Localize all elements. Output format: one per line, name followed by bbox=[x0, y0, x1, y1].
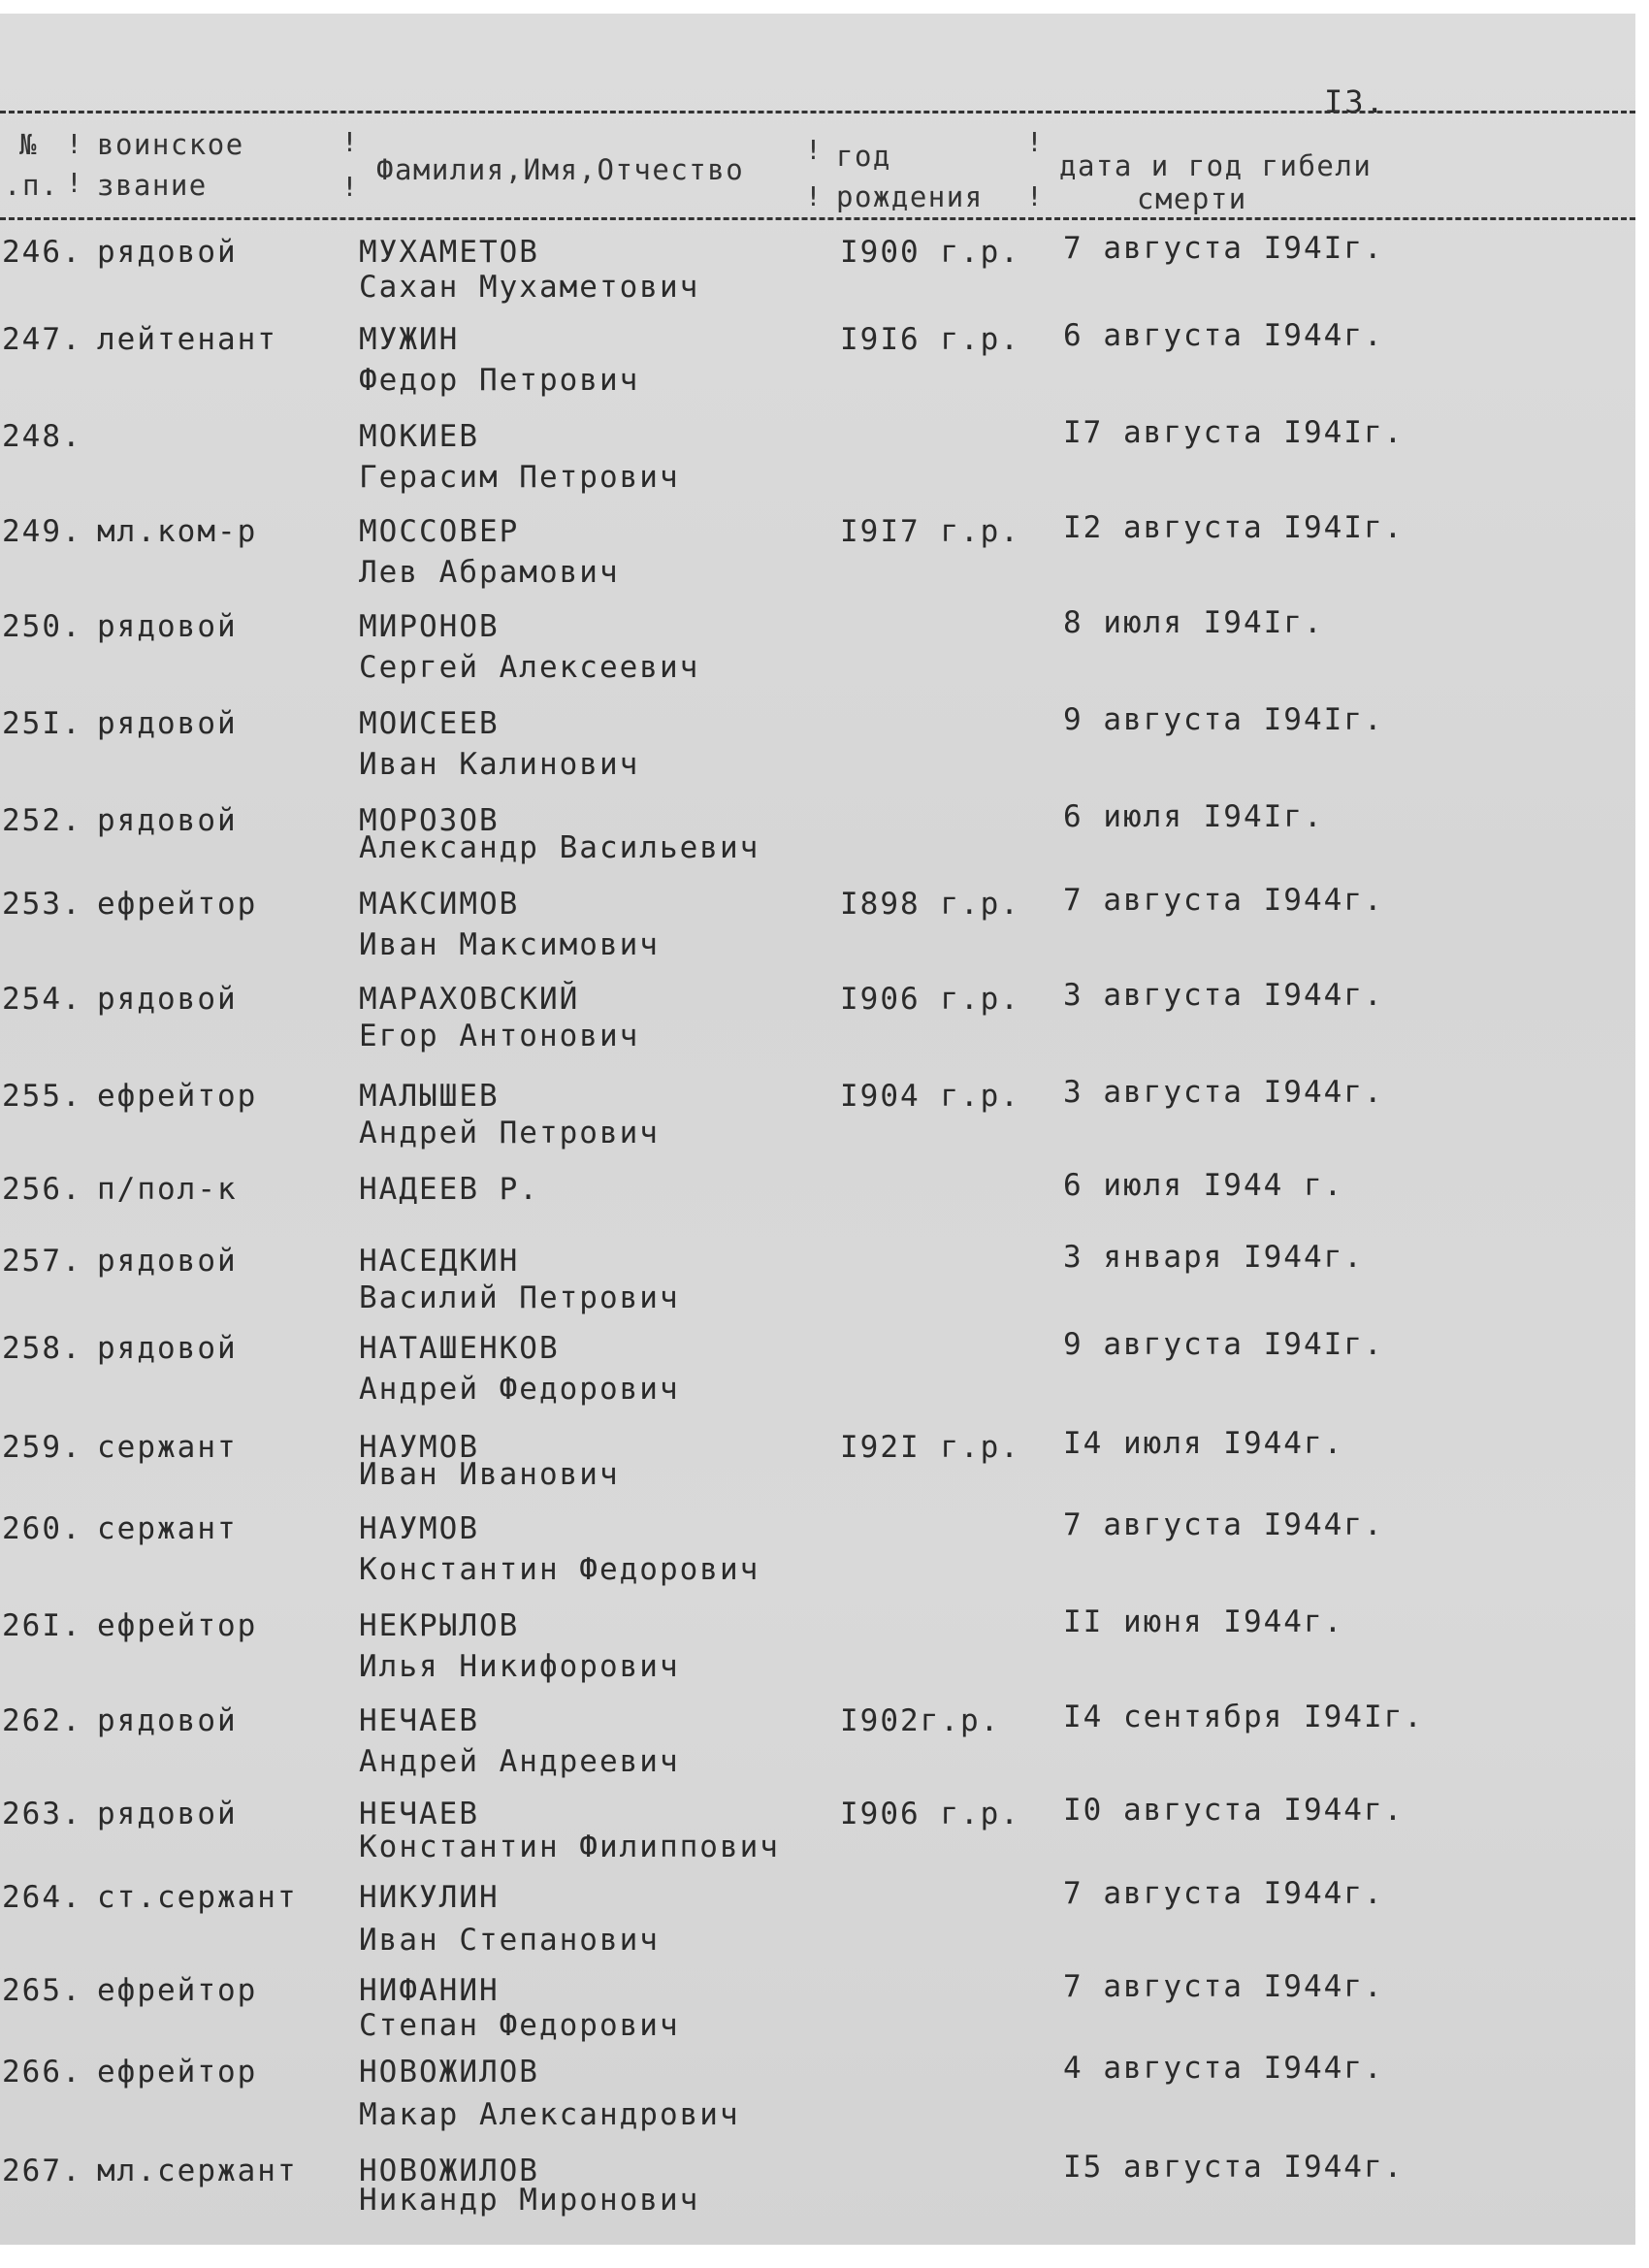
record-death-date: II июня I944г. bbox=[1063, 1604, 1344, 1639]
header-date-2: смерти bbox=[1137, 182, 1247, 215]
record-given-names: Сергей Алексеевич bbox=[359, 650, 700, 685]
record-birth-year: I906 г.р. bbox=[840, 982, 1020, 1017]
record-rank: рядовой bbox=[97, 1797, 238, 1831]
record-surname: МОИСЕЕВ bbox=[359, 706, 500, 741]
record-death-date: 9 августа I94Iг. bbox=[1063, 1327, 1384, 1362]
record-surname: НЕКРЫЛОВ bbox=[359, 1608, 520, 1643]
record-given-names: Андрей Петрович bbox=[359, 1116, 660, 1150]
header-date: дата и год гибели bbox=[1059, 149, 1373, 182]
record-death-date: I2 августа I94Iг. bbox=[1063, 510, 1405, 545]
record-given-names: Василий Петрович bbox=[359, 1280, 680, 1315]
record-death-date: I4 сентября I94Iг. bbox=[1063, 1700, 1424, 1734]
record-rank: лейтенант bbox=[97, 322, 277, 357]
record-rank: мл.ком-р bbox=[97, 514, 258, 549]
column-separator: ! bbox=[1026, 180, 1043, 212]
record-birth-year: I92I г.р. bbox=[840, 1430, 1020, 1465]
header-rank-2: звание bbox=[97, 169, 208, 202]
column-separator: ! bbox=[1026, 126, 1043, 158]
record-rank: ефрейтор bbox=[97, 887, 258, 922]
record-given-names: Илья Никифорович bbox=[359, 1649, 680, 1684]
header-no: № bbox=[19, 128, 38, 161]
record-given-names: Иван Степанович bbox=[359, 1923, 660, 1958]
record-death-date: 4 августа I944г. bbox=[1063, 2051, 1384, 2086]
record-number: 262. bbox=[2, 1703, 82, 1738]
column-separator: ! bbox=[805, 180, 822, 212]
record-surname: НОВОЖИЛОВ bbox=[359, 2154, 539, 2188]
record-surname: МОРОЗОВ bbox=[359, 803, 500, 838]
record-surname: МУХАМЕТОВ bbox=[359, 235, 539, 270]
record-number: 260. bbox=[2, 1511, 82, 1546]
record-rank: ефрейтор bbox=[97, 1079, 258, 1114]
record-surname: МАЛЫШЕВ bbox=[359, 1079, 500, 1114]
record-number: 26I. bbox=[2, 1608, 82, 1643]
record-surname: МИРОНОВ bbox=[359, 609, 500, 644]
record-number: 25I. bbox=[2, 706, 82, 741]
record-given-names: Иван Максимович bbox=[359, 927, 660, 962]
record-number: 253. bbox=[2, 887, 82, 922]
record-death-date: 7 августа I944г. bbox=[1063, 1876, 1384, 1911]
record-number: 263. bbox=[2, 1797, 82, 1831]
record-rank: мл.сержант bbox=[97, 2154, 298, 2188]
record-rank: рядовой bbox=[97, 1331, 238, 1366]
record-number: 247. bbox=[2, 322, 82, 357]
record-surname: НАСЕДКИН bbox=[359, 1244, 520, 1279]
record-given-names: Константин Филиппович bbox=[359, 1830, 780, 1864]
record-birth-year: I900 г.р. bbox=[840, 235, 1020, 270]
record-number: 258. bbox=[2, 1331, 82, 1366]
record-birth-year: I9I7 г.р. bbox=[840, 514, 1020, 549]
record-number: 254. bbox=[2, 982, 82, 1017]
record-death-date: I7 августа I94Iг. bbox=[1063, 415, 1405, 450]
record-rank: ефрейтор bbox=[97, 1973, 258, 2008]
record-death-date: 7 августа I94Iг. bbox=[1063, 231, 1384, 266]
record-death-date: 3 августа I944г. bbox=[1063, 1075, 1384, 1110]
record-number: 246. bbox=[2, 235, 82, 270]
header-no-2: .п. bbox=[4, 169, 59, 202]
record-number: 266. bbox=[2, 2055, 82, 2090]
record-number: 255. bbox=[2, 1079, 82, 1114]
record-given-names: Лев Абрамович bbox=[359, 555, 620, 590]
record-rank: сержант bbox=[97, 1511, 238, 1546]
record-death-date: I5 августа I944г. bbox=[1063, 2150, 1405, 2185]
record-number: 259. bbox=[2, 1430, 82, 1465]
record-surname: НИКУЛИН bbox=[359, 1880, 500, 1915]
record-rank: ефрейтор bbox=[97, 1608, 258, 1643]
record-death-date: 8 июля I94Iг. bbox=[1063, 605, 1324, 640]
record-number: 265. bbox=[2, 1973, 82, 2008]
record-given-names: Егор Антонович bbox=[359, 1019, 640, 1053]
record-number: 248. bbox=[2, 419, 82, 454]
record-number: 264. bbox=[2, 1880, 82, 1915]
header-bottom-rule bbox=[0, 217, 1635, 220]
record-given-names: Герасим Петрович bbox=[359, 460, 680, 495]
record-surname: НОВОЖИЛОВ bbox=[359, 2055, 539, 2090]
record-number: 256. bbox=[2, 1172, 82, 1207]
record-birth-year: I906 г.р. bbox=[840, 1797, 1020, 1831]
record-number: 250. bbox=[2, 609, 82, 644]
record-death-date: 7 августа I944г. bbox=[1063, 883, 1384, 918]
record-surname: НЕЧАЕВ bbox=[359, 1703, 479, 1738]
record-surname: МУЖИН bbox=[359, 322, 460, 357]
record-surname: МАКСИМОВ bbox=[359, 887, 520, 922]
record-surname: МОССОВЕР bbox=[359, 514, 520, 549]
record-surname: НАДЕЕВ Р. bbox=[359, 1172, 539, 1207]
record-surname: МАРАХОВСКИЙ bbox=[359, 982, 580, 1017]
record-rank: рядовой bbox=[97, 1244, 238, 1279]
record-death-date: 6 июля I944 г. bbox=[1063, 1168, 1344, 1203]
record-birth-year: I898 г.р. bbox=[840, 887, 1020, 922]
record-given-names: Степан Федорович bbox=[359, 2008, 680, 2043]
record-given-names: Александр Васильевич bbox=[359, 830, 760, 865]
record-surname: НАУМОВ bbox=[359, 1511, 479, 1546]
record-death-date: I0 августа I944г. bbox=[1063, 1793, 1405, 1828]
record-rank: сержант bbox=[97, 1430, 238, 1465]
column-separator: ! bbox=[341, 171, 358, 203]
record-death-date: 3 января I944г. bbox=[1063, 1240, 1364, 1275]
record-given-names: Андрей Андреевич bbox=[359, 1744, 680, 1779]
record-surname: НИФАНИН bbox=[359, 1973, 500, 2008]
header-name: Фамилия,Имя,Отчество bbox=[376, 153, 745, 186]
record-given-names: Иван Калинович bbox=[359, 747, 640, 782]
record-number: 257. bbox=[2, 1244, 82, 1279]
record-birth-year: I9I6 г.р. bbox=[840, 322, 1020, 357]
record-birth-year: I902г.р. bbox=[840, 1703, 1001, 1738]
record-rank: п/пол-к bbox=[97, 1172, 238, 1207]
record-rank: рядовой bbox=[97, 982, 238, 1017]
record-death-date: I4 июля I944г. bbox=[1063, 1426, 1344, 1461]
record-surname: МОКИЕВ bbox=[359, 419, 479, 454]
document-page bbox=[0, 14, 1635, 2245]
record-rank: ефрейтор bbox=[97, 2055, 258, 2090]
record-death-date: 3 августа I944г. bbox=[1063, 978, 1384, 1013]
record-rank: рядовой bbox=[97, 609, 238, 644]
record-given-names: Сахан Мухаметович bbox=[359, 270, 700, 305]
record-given-names: Андрей Федорович bbox=[359, 1372, 680, 1407]
record-rank: рядовой bbox=[97, 1703, 238, 1738]
record-surname: НАТАШЕНКОВ bbox=[359, 1331, 560, 1366]
column-separator: ! bbox=[341, 126, 358, 158]
column-separator: ! bbox=[805, 134, 822, 166]
record-rank: рядовой bbox=[97, 235, 238, 270]
record-death-date: 7 августа I944г. bbox=[1063, 1969, 1384, 2004]
header-year: год bbox=[836, 140, 891, 173]
record-number: 252. bbox=[2, 803, 82, 838]
header-top-rule bbox=[0, 111, 1635, 113]
record-given-names: Макар Александрович bbox=[359, 2097, 740, 2132]
record-death-date: 6 августа I944г. bbox=[1063, 318, 1384, 353]
record-given-names: Никандр Миронович bbox=[359, 2183, 700, 2218]
record-given-names: Константин Федорович bbox=[359, 1552, 760, 1587]
record-rank: рядовой bbox=[97, 706, 238, 741]
column-separator: ! bbox=[66, 128, 82, 160]
record-surname: НЕЧАЕВ bbox=[359, 1797, 479, 1831]
column-separator: ! bbox=[66, 167, 82, 199]
record-given-names: Иван Иванович bbox=[359, 1457, 620, 1492]
record-birth-year: I904 г.р. bbox=[840, 1079, 1020, 1114]
page-number: I3. bbox=[1324, 83, 1386, 120]
record-death-date: 9 августа I94Iг. bbox=[1063, 702, 1384, 737]
record-given-names: Федор Петрович bbox=[359, 363, 640, 398]
record-death-date: 7 августа I944г. bbox=[1063, 1507, 1384, 1542]
record-number: 267. bbox=[2, 2154, 82, 2188]
record-surname: НАУМОВ bbox=[359, 1430, 479, 1465]
header-rank: воинское bbox=[97, 128, 244, 161]
record-death-date: 6 июля I94Iг. bbox=[1063, 799, 1324, 834]
header-year-2: рождения bbox=[836, 180, 984, 213]
record-number: 249. bbox=[2, 514, 82, 549]
record-rank: ст.сержант bbox=[97, 1880, 298, 1915]
record-rank: рядовой bbox=[97, 803, 238, 838]
